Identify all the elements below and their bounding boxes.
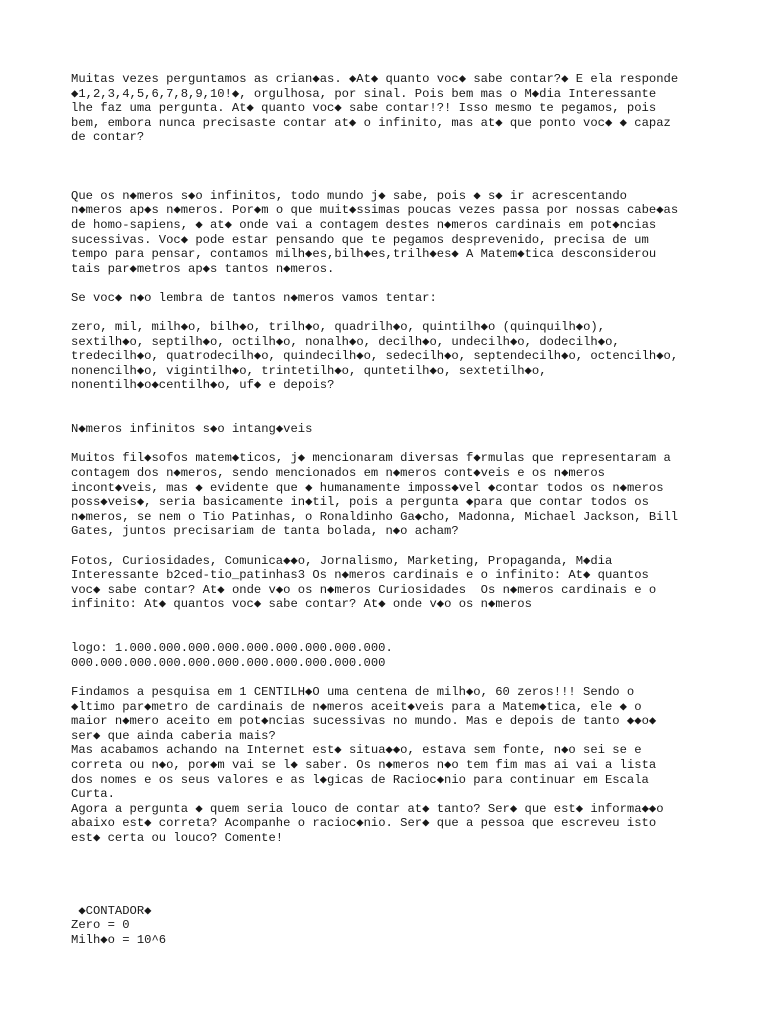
- paragraph-number-names: [71, 320, 711, 393]
- text-line: tredecilh◆o, quatrodecilh◆o, quindecilh◆o, sedecilh◆o, septendecilh◆o, octencilh◆o,: [71, 349, 679, 364]
- text-line: Findamos a pesquisa em 1 CENTILH◆O uma centena de milh◆o, 60 zeros!!! Sendo o: [71, 684, 635, 699]
- text-line: de contar?: [71, 130, 145, 145]
- contador-heading: ◆CONTADOR◆: [71, 903, 152, 918]
- text-line: infinito: At◆ quantos voc◆ sabe contar? At◆ onde v◆o os n◆meros: [71, 597, 532, 612]
- section-heading: N◆meros infinitos s◆o intang◆veis: [71, 422, 313, 437]
- text-line: 000.000.000.000.000.000.000.000.000.000.000: [71, 655, 386, 670]
- paragraph-centillion: [71, 685, 711, 846]
- text-line: voc◆ sabe contar? At◆ onde v◆o os n◆meros Curiosidades Os n◆meros cardinais e o: [71, 582, 657, 597]
- text-line: Curta.: [71, 787, 115, 802]
- text-line: est◆ certa ou louco? Comente!: [71, 830, 284, 845]
- paragraph-philosophers: [71, 451, 711, 539]
- text-line: Muitas vezes perguntamos as crian◆as. ◆At◆ quanto voc◆ sabe contar?◆ E ela responde: [71, 72, 679, 86]
- text-line: Agora a pergunta ◆ quem seria louco de contar at◆ tanto? Ser◆ que est◆ informa◆◆o: [71, 801, 664, 816]
- text-line: Fotos, Curiosidades, Comunica◆◆o, Jornalismo, Marketing, Propaganda, M◆dia: [71, 553, 613, 568]
- text-line: contagem dos n◆meros, sendo mencionados em n◆meros cont◆veis e os n◆meros: [71, 466, 605, 481]
- paragraph-intro: [71, 72, 711, 145]
- text-line: sucessivas. Voc◆ pode estar pensando que te pegamos desprevenido, precisa de um: [71, 232, 649, 247]
- text-line: de homo-sapiens, ◆ at◆ onde vai a contagem destes n◆meros cardinais em pot◆ncias: [71, 217, 657, 232]
- text-line: Mas acabamos achando na Internet est◆ situa◆◆o, estava sem fonte, n◆o sei se e: [71, 743, 642, 758]
- text-line: n◆meros, se nem o Tio Patinhas, o Ronaldinho Ga◆cho, Madonna, Michael Jackson, Bill: [71, 509, 679, 524]
- text-line: nonencilh◆o, vigintilh◆o, trintetilh◆o, quntetilh◆o, sextetilh◆o,: [71, 363, 547, 378]
- document-page: [71, 72, 711, 948]
- text-line: nonentilh◆o◆centilh◆o, uf◆ e depois?: [71, 378, 335, 393]
- text-line: maior n◆mero aceito em pot◆ncias sucessivas no mundo. Mas e depois de tanto ◆◆o◆: [71, 714, 657, 729]
- text-line: sextilh◆o, septilh◆o, octilh◆o, nonalh◆o, decilh◆o, undecilh◆o, dodecilh◆o,: [71, 334, 620, 349]
- paragraph-lets-try: [71, 291, 711, 306]
- text-line: lhe faz uma pergunta. At◆ quanto voc◆ sabe contar!?! Isso mesmo te pegamos, pois: [71, 101, 657, 116]
- text-line: poss◆veis◆, seria basicamente in◆til, pois a pergunta ◆para que contar todos os: [71, 495, 649, 510]
- text-line: logo: 1.000.000.000.000.000.000.000.000.000.: [71, 641, 393, 656]
- paragraph-infinite-numbers: [71, 189, 711, 277]
- text-line: incont◆veis, mas ◆ evidente que ◆ humanamente imposs◆vel ◆contar todos os n◆meros: [71, 480, 664, 495]
- contador-item: Zero = 0: [71, 918, 130, 933]
- text-line: n◆meros ap◆s n◆meros. Por◆m o que muit◆ssimas poucas vezes passa por nossas cabe◆as: [71, 203, 679, 218]
- text-line: tempo para pensar, contamos milh◆es,bilh◆es,trilh◆es◆ A Matem◆tica desconsiderou: [71, 247, 657, 262]
- text-line: dos nomes e os seus valores e as l◆gicas de Racioc◆nio para continuar em Escala: [71, 772, 649, 787]
- text-line: bem, embora nunca precisaste contar at◆ o infinito, mas at◆ que ponto voc◆ ◆ capaz: [71, 115, 671, 130]
- text-line: Muitos fil◆sofos matem◆ticos, j◆ mencionaram diversas f◆rmulas que representaram a: [71, 451, 671, 466]
- text-line: abaixo est◆ correta? Acompanhe o racioc◆nio. Ser◆ que a pessoa que escreveu isto: [71, 816, 657, 831]
- text-line: Que os n◆meros s◆o infinitos, todo mundo j◆ sabe, pois ◆ s◆ ir acrescentando: [71, 188, 627, 203]
- text-line: Gates, juntos precisariam de tanta bolada, n◆o acham?: [71, 524, 459, 539]
- text-line: tais par◆metros ap◆s tantos n◆meros.: [71, 261, 335, 276]
- text-line: zero, mil, milh◆o, bilh◆o, trilh◆o, quadrilh◆o, quintilh◆o (quinquilh◆o),: [71, 320, 606, 335]
- paragraph-tags: [71, 554, 711, 612]
- paragraph-big-number: [71, 641, 711, 670]
- text-line: Se voc◆ n◆o lembra de tantos n◆meros vamos tentar:: [71, 290, 437, 305]
- contador-item: Milh◆o = 10^6: [71, 933, 167, 948]
- text-line: Interessante b2ced-tio_patinhas3 Os n◆meros cardinais e o infinito: At◆ quantos: [71, 568, 649, 583]
- text-line: ◆1,2,3,4,5,6,7,8,9,10!◆, orgulhosa, por sinal. Pois bem mas o M◆dia Interessante: [71, 86, 657, 101]
- contador-list: [71, 904, 711, 948]
- text-line: ◆ltimo par◆metro de cardinais de n◆meros aceit◆veis para a Matem◆tica, ele ◆ o: [71, 699, 642, 714]
- text-line: correta ou n◆o, por◆m vai se l◆ saber. Os n◆meros n◆o tem fim mas ai vai a lista: [71, 757, 657, 772]
- text-line: ser◆ que ainda caberia mais?: [71, 728, 276, 743]
